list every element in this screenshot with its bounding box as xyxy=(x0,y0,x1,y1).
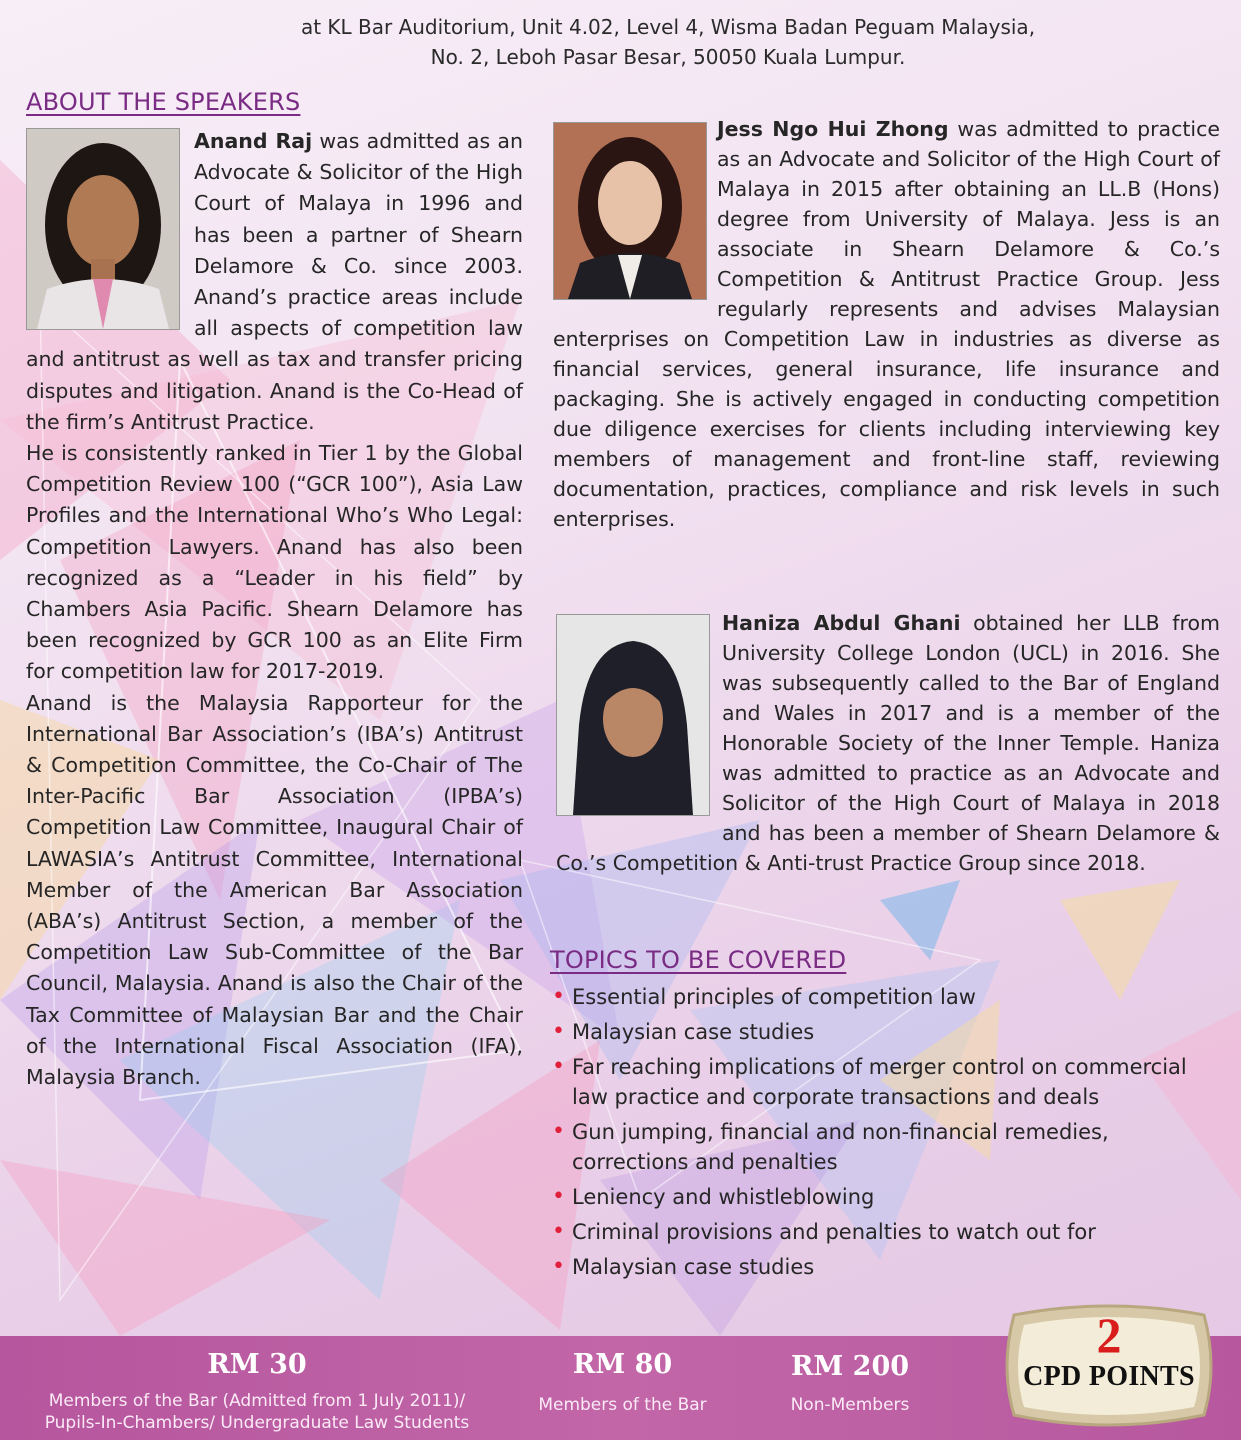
cpd-points-badge xyxy=(994,1297,1224,1437)
topic-item: • Malaysian case studies xyxy=(550,1017,1210,1047)
anand-bio xyxy=(26,126,523,1093)
jess-photo xyxy=(553,122,707,300)
speakers-heading: ABOUT THE SPEAKERS xyxy=(26,88,301,116)
haniza-photo xyxy=(556,614,710,816)
cpd-points-number: 2 xyxy=(1096,1307,1122,1363)
price-tier-2-amount: RM 80 xyxy=(572,1349,673,1380)
price-tier-3 xyxy=(760,1350,940,1416)
price-tier-1-amount: RM 30 xyxy=(207,1349,307,1380)
venue-address xyxy=(0,12,1241,72)
venue-line-1: at KL Bar Auditorium, Unit 4.02, Level 4, Wisma Badan Peguam Malaysia, xyxy=(300,15,1036,39)
topic-item: • Far reaching implications of merger control on commercial law practice and corporate transactions and deals xyxy=(550,1052,1210,1112)
haniza-name: Haniza Abdul Ghani xyxy=(722,611,961,635)
price-tier-1 xyxy=(18,1348,496,1434)
topic-item: • Essential principles of competition law xyxy=(550,982,1210,1012)
topic-item: • Malaysian case studies xyxy=(550,1252,1210,1282)
price-tier-1-desc-1: Members of the Bar (Admitted from 1 July 2011)/ xyxy=(48,1391,466,1411)
anand-photo xyxy=(26,128,180,330)
topics-list xyxy=(550,982,1210,1282)
topics-section xyxy=(550,946,1210,1287)
price-tier-1-desc-2: Pupils-In-Chambers/ Undergraduate Law Students xyxy=(44,1413,470,1433)
anand-bio-p3: Anand is the Malaysia Rapporteur for the International Bar Association’s (IBA’s) Antitrust & Competition Committee, the Co-Chair of The Inter-Pacific Bar Association (IPBA’s) Competition Law Committee, Inaugural Chair of LAWASIA’s Antitrust Committee, International Member of the American Bar Association (ABA’s) Antitrust Section, a member of the Competition Law Sub-Committee of the Bar Council, Malaysia. Anand is also the Chair of the Tax Committee of Malaysian Bar and the Chair of the International Fiscal Association (IFA), Malaysia Branch. xyxy=(26,690,523,1090)
topic-item: • Leniency and whistleblowing xyxy=(550,1182,1210,1212)
cpd-points-label: CPD POINTS xyxy=(1023,1361,1195,1392)
topics-heading: TOPICS TO BE COVERED xyxy=(550,946,847,974)
price-tier-2-desc: Members of the Bar xyxy=(538,1395,707,1415)
venue-line-2: No. 2, Leboh Pasar Besar, 50050 Kuala Lumpur. xyxy=(430,45,906,69)
price-tier-3-amount: RM 200 xyxy=(790,1351,910,1382)
jess-name: Jess Ngo Hui Zhong xyxy=(717,117,949,141)
haniza-bio xyxy=(556,608,1220,878)
anand-bio-p2: He is consistently ranked in Tier 1 by the Global Competition Review 100 (“GCR 100”), Asia Law Profiles and the International Who’s Who Legal: Competition Lawyers. Anand has also been recognized as a “Leader in his field” by Chambers Asia Pacific. Shearn Delamore has been recognized by GCR 100 as an Elite Firm for competition law for 2017-2019. xyxy=(26,441,523,684)
jess-bio-p1: was admitted to practice as an Advocate and Solicitor of the High Court of Malaya in 2015 after obtaining an LL.B (Hons) degree from University of Malaya. Jess is an associate in Shearn Delamore & Co.’s Competition & Antitrust Practice Group. Jess regularly represents and advises Malaysian enterprises on Competition Law in industries as diverse as financial services, general insurance, life insurance and packaging. She is actively engaged in conducting competition due diligence exercises for clients including interviewing key members of management and front-line staff, reviewing documentation, practices, compliance and risk levels in such enterprises. xyxy=(553,117,1220,531)
anand-name: Anand Raj xyxy=(194,129,313,153)
anand-bio-p1: was admitted as an Advocate & Solicitor of the High Court of Malaya in 1996 and has been a partner of Shearn Delamore & Co. since 2003. Anand’s practice areas include all aspects of competition law and antitrust as well as tax and transfer pricing disputes and litigation. Anand is the Co-Head of the firm’s Antitrust Practice. xyxy=(26,129,523,434)
price-tier-3-desc: Non-Members xyxy=(790,1395,910,1415)
topic-item: • Criminal provisions and penalties to watch out for xyxy=(550,1217,1210,1247)
speakers-section xyxy=(26,88,523,1093)
price-tier-2 xyxy=(520,1348,725,1416)
haniza-bio-p1: obtained her LLB from University College London (UCL) in 2016. She was subsequently called to the Bar of England and Wales in 2017 and is a member of the Honorable Society of the Inner Temple. Haniza was admitted to practice as an Advocate and Solicitor of the High Court of Malaya in 2018 and has been a member of Shearn Delamore & Co.’s Competition & Anti-trust Practice Group since 2018. xyxy=(556,611,1220,875)
jess-bio xyxy=(553,114,1220,534)
topic-item: • Gun jumping, financial and non-financial remedies, corrections and penalties xyxy=(550,1117,1210,1177)
